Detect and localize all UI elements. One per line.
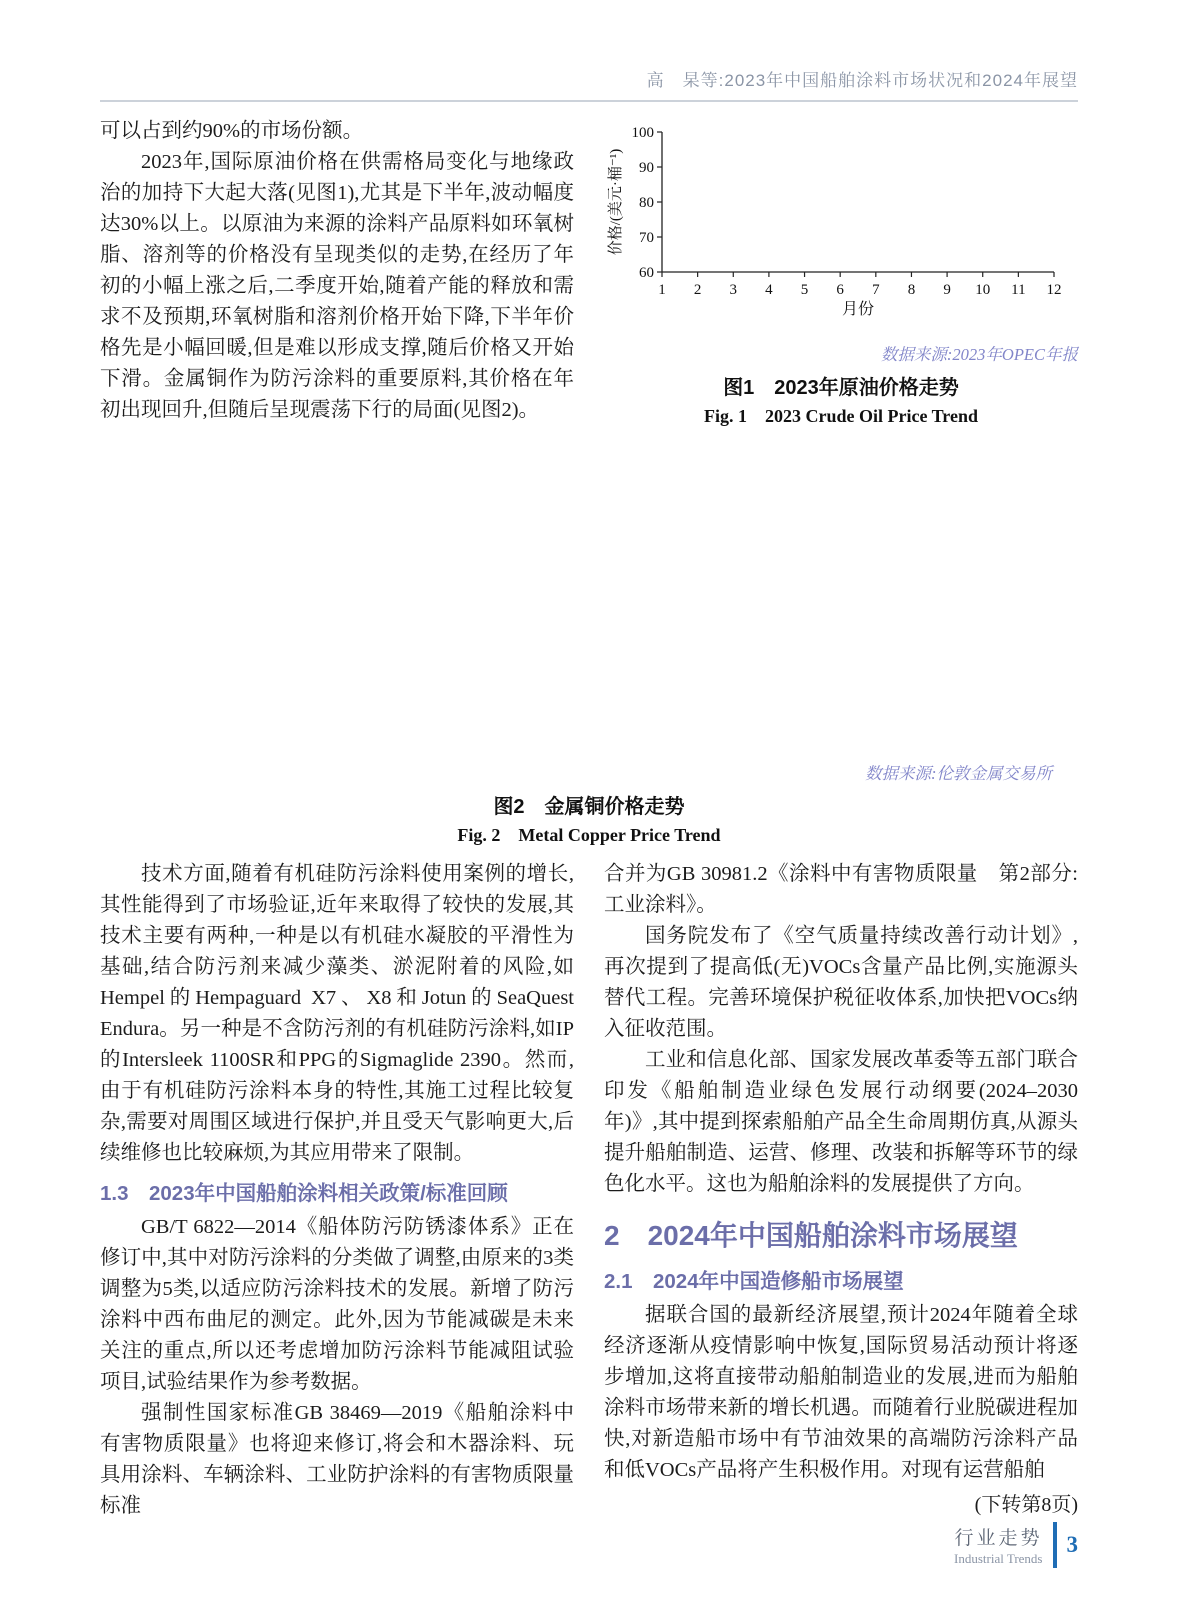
paragraph: GB/T 6822—2014《船体防污防锈漆体系》正在修订中,其中对防污涂料的分类做了调整,由原来的3类调整为5类,以适应防污涂料技术的发展。新增了防污涂料中西布曲尼的测定。此外,因为节能减碳是未来关注的重点,所以还考虑增加防污涂料节能减阻试验项目,试验结果作为参考数据。 — [100, 1216, 574, 1393]
bottom-section — [100, 859, 1078, 1522]
continuation-note: (下转第8页) — [974, 1494, 1078, 1516]
footer-label-en: Industrial Trends — [954, 1551, 1043, 1566]
figure2-source: 数据来源:伦敦金属交易所 — [865, 764, 1052, 783]
svg-text:80: 80 — [639, 195, 654, 211]
footer-labels — [954, 1523, 1042, 1567]
svg-text:价格/(美元·桶⁻¹): 价格/(美元·桶⁻¹) — [608, 148, 624, 256]
svg-text:60: 60 — [639, 265, 654, 281]
bottom-left-column — [100, 859, 574, 1522]
paragraph: 据联合国的最新经济展望,预计2024年随着全球经济逐渐从疫情影响中恢复,国际贸易活动预计将逐步增加,这将直接带动船舶制造业的发展,进而为船舶涂料市场带来新的增长机遇。而随着行业脱碳进程加快,对新造船市场中有节油效果的高端防污涂料产品和低VOCs产品将产生积极作用。对现有运营船舶 — [604, 1304, 1078, 1481]
svg-text:12: 12 — [1046, 282, 1062, 298]
figure2-caption-en: Fig. 2 Metal Copper Price Trend — [457, 825, 721, 845]
paragraph: 国务院发布了《空气质量持续改善行动计划》,再次提到了提高低(无)VOCs含量产品比例,实施源头替代工程。完善环境保护税征收体系,加快把VOCs纳入征收范围。 — [604, 925, 1078, 1040]
figure2 — [100, 432, 1078, 847]
top-left-column — [100, 116, 574, 428]
svg-text:2: 2 — [693, 282, 702, 298]
figure2-chart — [219, 432, 959, 784]
section-heading-1-3: 1.3 2023年中国船舶涂料相关政策/标准回顾 — [100, 1182, 508, 1205]
svg-text:90: 90 — [639, 160, 654, 176]
svg-text:月份: 月份 — [841, 301, 875, 318]
svg-text:7: 7 — [872, 282, 880, 298]
svg-text:10: 10 — [975, 282, 991, 298]
paragraph: 可以占到约90%的市场份额。 — [100, 120, 364, 142]
svg-text:5: 5 — [800, 282, 809, 298]
svg-text:1: 1 — [658, 282, 666, 298]
section-heading-2-1: 2.1 2024年中国造修船市场展望 — [604, 1270, 904, 1293]
bottom-right-column — [604, 859, 1078, 1522]
svg-text:6: 6 — [836, 282, 844, 298]
section-heading-2: 2 2024年中国船舶涂料市场展望 — [604, 1220, 1018, 1251]
paragraph: 合并为GB 30981.2《涂料中有害物质限量 第2部分:工业涂料》。 — [604, 863, 1078, 916]
page-number: 3 — [1066, 1532, 1078, 1557]
svg-text:100: 100 — [631, 125, 654, 141]
svg-text:3: 3 — [729, 282, 738, 298]
svg-text:4: 4 — [765, 282, 773, 298]
paragraph: 强制性国家标准GB 38469—2019《船舶涂料中有害物质限量》也将迎来修订,将会和木器涂料、玩具用涂料、车辆涂料、工业防护涂料的有害物质限量标准 — [100, 1402, 574, 1517]
paragraph: 2023年,国际原油价格在供需格局变化与地缘政治的加持下大起大落(见图1),尤其是下半年,波动幅度达30%以上。以原油为来源的涂料产品原料如环氧树脂、溶剂等的价格没有呈现类似的走势,在经历了年初的小幅上涨之后,二季度开始,随着产能的释放和需求不及预期,环氧树脂和溶剂价格开始下降,下半年价格先是小幅回暖,但是难以形成支撑,随后价格又开始下滑。金属铜作为防污涂料的重要原料,其价格在年初出现回升,但随后呈现震荡下行的局面(见图2)。 — [100, 151, 574, 421]
figure1 — [604, 116, 1078, 428]
figure1-source: 数据来源:2023年OPEC年报 — [880, 345, 1078, 364]
footer-divider — [1053, 1522, 1057, 1568]
footer-label-zh: 行业走势 — [954, 1528, 1043, 1549]
figure2-caption-zh: 图2 金属铜价格走势 — [493, 796, 685, 818]
svg-text:70: 70 — [639, 230, 654, 246]
figure1-chart — [604, 122, 1078, 330]
paragraph: 工业和信息化部、国家发展改革委等五部门联合印发《船舶制造业绿色发展行动纲要(2024–2030年)》,其中提到探索船舶产品全生命周期仿真,从源头提升船舶制造、运营、修理、改装和拆解等环节的绿色化水平。这也为船舶涂料的发展提供了方向。 — [604, 1049, 1078, 1195]
figure1-caption-en: Fig. 1 2023 Crude Oil Price Trend — [704, 406, 978, 426]
page-footer — [100, 1522, 1078, 1602]
svg-text:8: 8 — [907, 282, 916, 298]
svg-text:9: 9 — [943, 282, 951, 298]
running-title: 高 杲等:2023年中国船舶涂料市场状况和2024年展望 — [100, 0, 1078, 102]
svg-text:11: 11 — [1011, 282, 1026, 298]
top-section — [100, 116, 1078, 428]
figure1-caption-zh: 图1 2023年原油价格走势 — [723, 377, 959, 399]
paragraph: 技术方面,随着有机硅防污涂料使用案例的增长,其性能得到了市场验证,近年来取得了较快的发展,其技术主要有两种,一种是以有机硅水凝胶的平滑性为基础,结合防污剂来减少藻类、淤泥附着的风险,如Hempel的Hempaguard X7、X8和Jotun的SeaQuest Endura。另一种是不含防污剂的有机硅防污涂料,如IP的Intersleek 1100SR和PPG的Sigmaglide 2390。然而,由于有机硅防污涂料本身的特性,其施工过程比较复杂,需要对周围区域进行保护,并且受天气影响更大,后续维修也比较麻烦,为其应用带来了限制。 — [100, 863, 574, 1164]
